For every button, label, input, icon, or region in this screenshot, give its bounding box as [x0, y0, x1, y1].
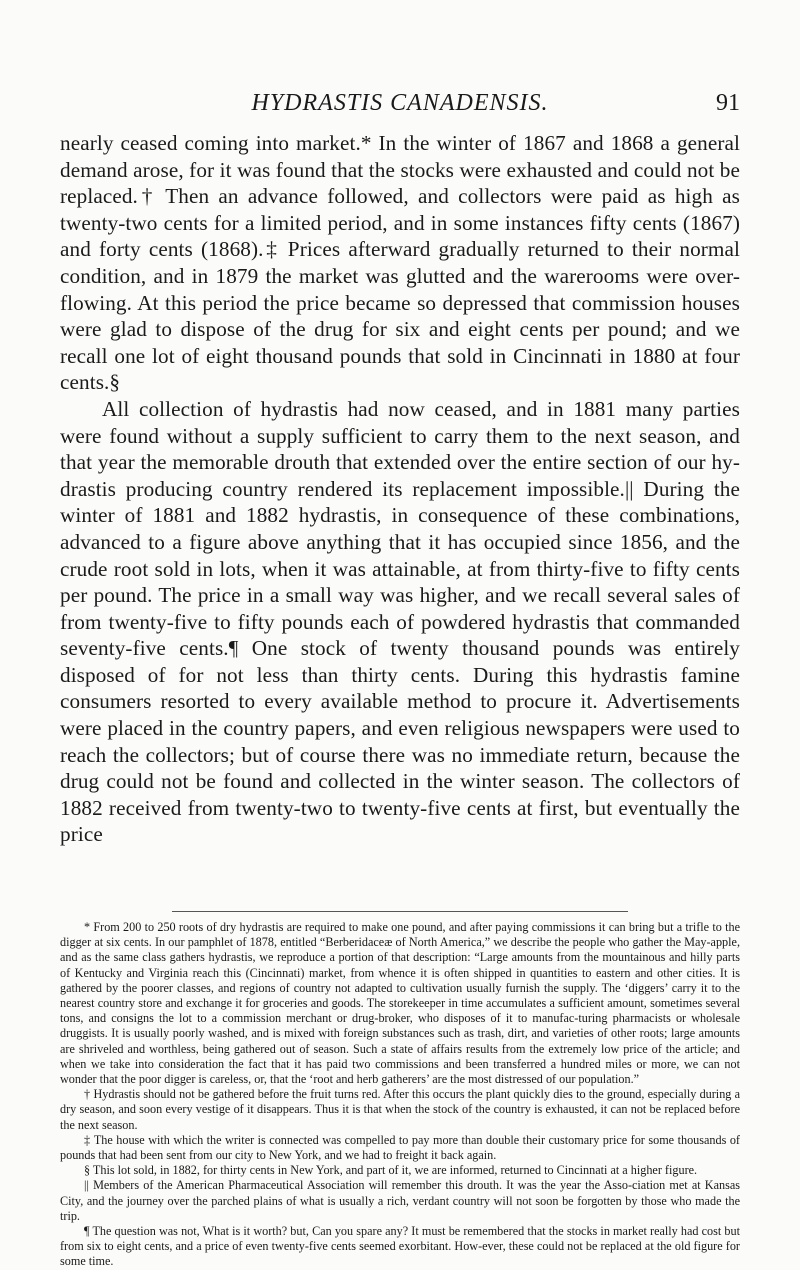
footnotes [60, 920, 740, 1270]
footnote-pilcrow: ¶ The question was not, What is it worth? but, Can you spare any? It must be remembered that the stocks in market really had cost but from six to eight cents, and a price of even twenty-five cents seemed exorbitant. How-ever, these could not be replaced at the old figure for some time. [60, 1224, 740, 1269]
footnote-dagger: † Hydrastis should not be gathered before the fruit turns red. After this occurs the plant quickly dies to the ground, especially during a dry season, and soon every vestige of it disappears. Thus it is that when the stock of the country is exhausted, it can not be replaced before the next season. [60, 1087, 740, 1132]
body-text [60, 130, 740, 848]
paragraph-continued: nearly ceased coming into market.* In the winter of 1867 and 1868 a general demand arose, for it was found that the stocks were exhausted and could not be replaced.† Then an advance followed, and collectors were paid as high as twenty-two cents for a limited period, and in some instances fifty cents (1867) and forty cents (1868).‡ Prices afterward gradually returned to their normal condition, and in 1879 the market was glutted and the warerooms were over-flowing. At this period the price became so depressed that commission houses were glad to dispose of the drug for six and eight cents per pound; and we recall one lot of eight thousand pounds that sold in Cincinnati in 1880 at four cents.§ [60, 131, 740, 395]
footnote-divider [172, 911, 628, 912]
page-number: 91 [716, 90, 740, 116]
footnote-parallel: || Members of the American Pharmaceutical Association will remember this drouth. It was the year the Asso-ciation met at Kansas City, and the journey over the parched plains of what is usually a rich, verdant country will not soon be forgotten by those who made the trip. [60, 1178, 740, 1223]
footnote-double-dagger: ‡ The house with which the writer is connected was compelled to pay more than double their customary price for some thousands of pounds that had been sent from our city to New York, and we had to freight it back again. [60, 1132, 740, 1163]
footnote-asterisk: * From 200 to 250 roots of dry hydrastis are required to make one pound, and after paying commissions it can bring but a trifle to the digger at six cents. In our pamphlet of 1878, entitled “Berberidaceæ of North America,” we describe the people who gather the May-apple, and as the same class gathers hydrastis, we reproduce a portion of that description: “Large amounts from the mountainous and hilly parts of Kentucky and Virginia reach this (Cincinnati) market, from whence it is often shipped in quantities to eastern and other cities. It is gathered by the poorer classes, and regions of country not adapted to cultivation usually furnish the supply. The ‘diggers’ carry it to the nearest country store and exchange it for groceries and goods. The storekeeper in time accumulates a sufficient amount, sometimes several tons, and consigns the lot to a commission merchant or drug-broker, who disposes of it to manufac-turing pharmacists or wholesale druggists. It is usually poorly washed, and is mixed with foreign substances such as trash, dirt, and varieties of other roots; large amounts are shriveled and worthless, being gathered out of season. Such a state of affairs results from the extremely low price of the article; and when we take into consideration the fact that it has paid two commissions and been transferred a hundred miles or more, we can not wonder that the poor digger is careless, or, that the ‘root and herb gatherers’ are the most distressed of our population.” [60, 920, 740, 1087]
running-title: HYDRASTIS CANADENSIS. [251, 90, 549, 116]
running-head [60, 90, 740, 124]
footnote-section: § This lot sold, in 1882, for thirty cents in New York, and part of it, we are informed, returned to Cincinnati at a higher figure. [84, 1163, 698, 1178]
paragraph: All collection of hydrastis had now ceased, and in 1881 many parties were found without a supply sufficient to carry them to the next season, and that year the memorable drouth that extended over the entire section of our hy-drastis producing country rendered its replacement impossible.|| During the winter of 1881 and 1882 hydrastis, in consequence of these combinations, advanced to a figure above anything that it has occupied since 1856, and the crude root sold in lots, when it was attainable, at from thirty-five to fifty cents per pound. The price in a small way was higher, and we recall several sales of from twenty-five to fifty pounds each of powdered hydrastis that commanded seventy-five cents.¶ One stock of twenty thousand pounds was entirely disposed of for not less than thirty cents. During this hydrastis famine consumers resorted to every available method to procure it. Advertisements were placed in the country papers, and even religious newspapers were used to reach the collectors; but of course there was no immediate return, because the drug could not be found and collected in the winter season. The collectors of 1882 received from twenty-two to twenty-five cents at first, but eventually the price [60, 396, 740, 847]
